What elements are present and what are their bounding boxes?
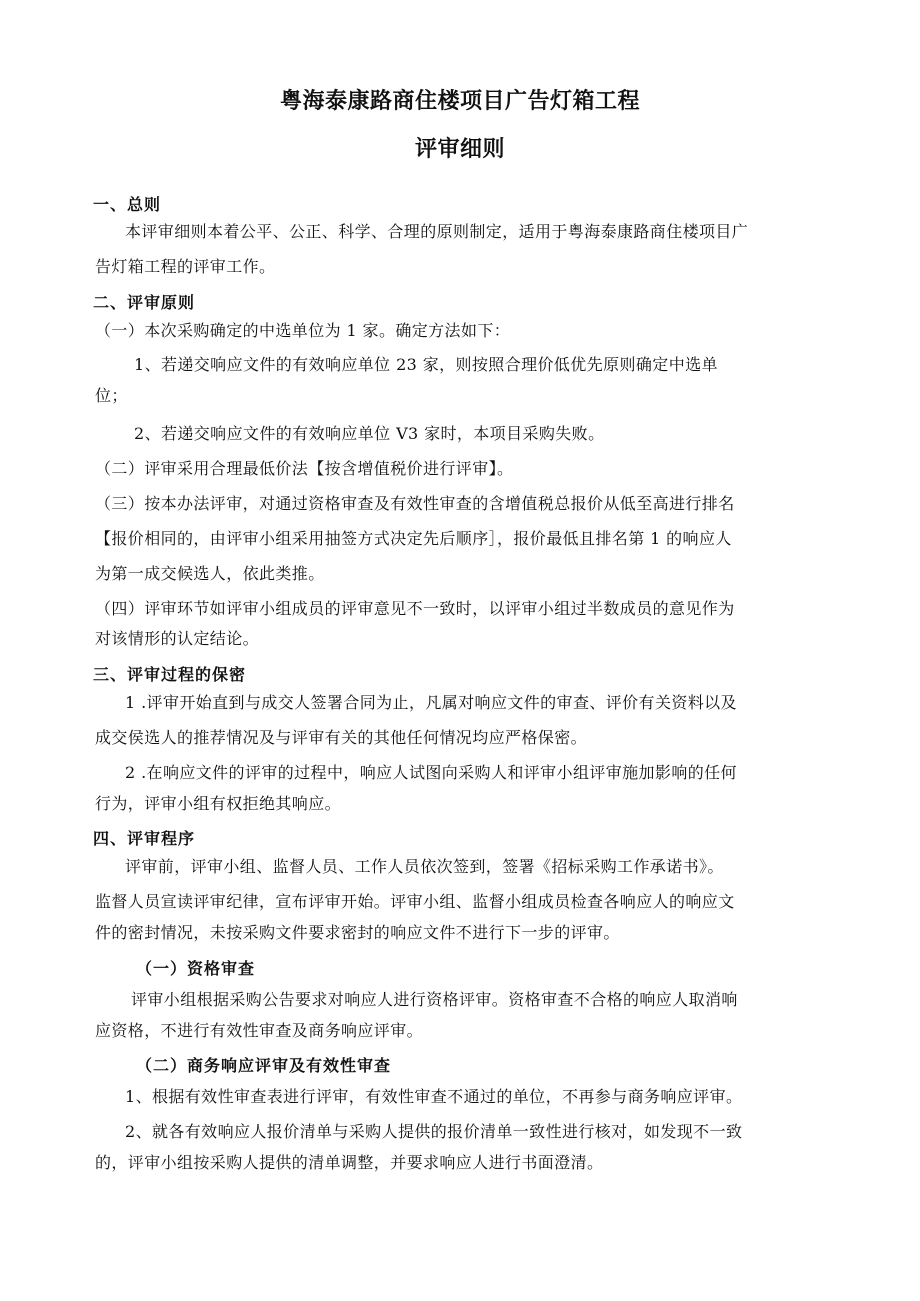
section-heading-principles: 二、评审原则	[93, 293, 196, 312]
paragraph-line: 2、就各有效响应人报价清单与采购人提供的报价清单一致性进行核对，如发现不一致	[125, 1122, 743, 1141]
section-heading-confidentiality: 三、评审过程的保密	[93, 665, 247, 684]
paragraph-line: 2、若递交响应文件的有效响应单位 V3 家时，本项目采购失败。	[134, 424, 605, 443]
paragraph-line: 位；	[95, 386, 128, 405]
paragraph-line: （三）按本办法评审，对通过资格审查及有效性审查的含增值税总报价从低至高进行排名	[95, 494, 735, 513]
paragraph-line: 件的密封情况，未按采购文件要求密封的响应文件不进行下一步的评审。	[95, 923, 620, 942]
document-subtitle: 评审细则	[414, 137, 505, 162]
paragraph-line: 2 .在响应文件的评审的过程中，响应人试图向采购人和评审小组评审施加影响的任何	[125, 763, 737, 782]
section-heading-general: 一、总则	[93, 195, 162, 214]
paragraph-line: 应资格，不进行有效性审查及商务响应评审。	[95, 1021, 424, 1040]
paragraph-line: 成交侯选人的推荐情况及与评审有关的其他任何情况均应严格保密。	[95, 728, 588, 747]
paragraph-line: 行为，评审小组有权拒绝其响应。	[95, 794, 342, 813]
paragraph-line: 本评审细则本着公平、公正、科学、合理的原则制定，适用于粤海泰康路商住楼项目广	[125, 222, 749, 241]
paragraph-line: 评审前，评审小组、监督人员、工作人员依次签到，签署《招标采购工作承诺书》。	[125, 857, 724, 876]
paragraph-line: （一）本次采购确定的中选单位为 1 家。确定方法如下：	[95, 321, 511, 340]
paragraph-line: 监督人员宣读评审纪律，宣布评审开始。评审小组、监督小组成员检查各响应人的响应文	[95, 892, 735, 911]
paragraph-line: （四）评审环节如评审小组成员的评审意见不一致时，以评审小组过半数成员的意见作为	[95, 599, 735, 618]
paragraph-line: 的，评审小组按采购人提供的清单调整，并要求响应人进行书面澄清。	[95, 1153, 604, 1172]
subsection-heading-qualification: （一）资格审查	[136, 959, 256, 978]
section-heading-procedure: 四、评审程序	[93, 829, 196, 848]
paragraph-line: （二）评审采用合理最低价法【按含增值税价进行评审】。	[95, 459, 514, 478]
subsection-heading-commercial: （二）商务响应评审及有效性审查	[136, 1056, 392, 1075]
paragraph-line: 1、根据有效性审查表进行评审，有效性审查不通过的单位，不再参与商务响应评审。	[125, 1087, 743, 1106]
paragraph-line: 告灯箱工程的评审工作。	[95, 257, 276, 276]
paragraph-line: 对该情形的认定结论。	[95, 629, 260, 648]
paragraph-line: 【报价相同的，由评审小组采用抽签方式决定先后顺序］，报价最低且排名第 1 的响应人	[95, 529, 732, 548]
paragraph-line: 为第一成交候选人，依此类推。	[95, 564, 325, 583]
paragraph-line: 评审小组根据采购公告要求对响应人进行资格评审。资格审查不合格的响应人取消响	[131, 990, 738, 1009]
document-title: 粤海泰康路商住楼项目广告灯箱工程	[279, 89, 640, 114]
paragraph-line: 1、若递交响应文件的有效响应单位 23 家，则按照合理价低优先原则确定中选单	[134, 355, 718, 374]
paragraph-line: 1 .评审开始直到与成交人签署合同为止，凡属对响应文件的审查、评价有关资料以及	[125, 693, 737, 712]
